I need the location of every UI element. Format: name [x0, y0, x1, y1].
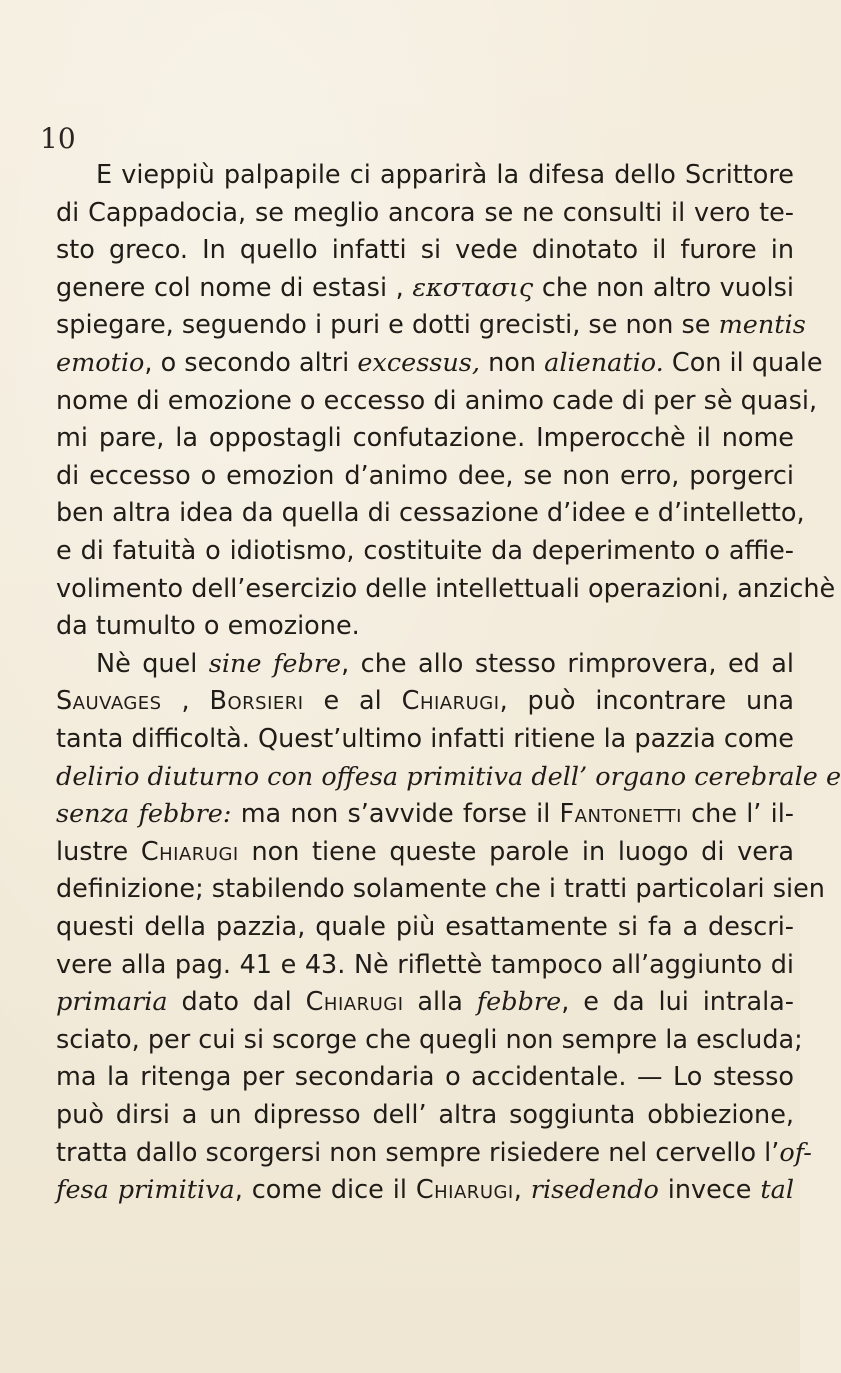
text-run: Con il quale	[663, 348, 823, 378]
text-line	[56, 384, 818, 418]
text-run: Borsieri	[209, 686, 304, 717]
text-line	[56, 760, 841, 794]
text-line	[56, 196, 794, 230]
text-run: febbre	[476, 987, 562, 1018]
text-run: invece	[658, 1175, 761, 1206]
text-line	[56, 459, 794, 493]
text-run: sto greco. In quello infatti si vede dinotato il furore in	[56, 235, 794, 266]
text-run: e di fatuità o idiotismo, costituite da deperimento o affie-	[56, 536, 794, 566]
text-run: εκστασις	[412, 272, 534, 303]
text-run: di eccesso o emozion d’animo dee, se non erro, porgerci	[56, 460, 794, 491]
text-line	[56, 1098, 794, 1132]
text-run: Chiarugi	[415, 1175, 514, 1206]
text-run: ma non s’avvide forse il	[231, 799, 560, 830]
text-run: excessus,	[357, 348, 480, 378]
text-run: Nè quel	[96, 648, 209, 679]
text-run: nome di emozione o eccesso di animo cade di per sè quasi,	[56, 385, 818, 416]
text-line	[56, 1136, 812, 1170]
text-run: ,	[161, 686, 210, 717]
text-run: genere col nome di estasi ,	[56, 272, 413, 303]
text-line	[96, 158, 794, 192]
text-line	[56, 684, 794, 718]
text-run: vere alla pag. 41 e 43. Nè riflettè tampoco all’aggiunto di	[56, 949, 794, 980]
page-number: 10	[40, 122, 76, 155]
text-run: alienatio.	[544, 348, 664, 378]
text-line	[56, 572, 836, 606]
text-run: , e da lui intrala-	[561, 987, 794, 1018]
text-run: non tiene queste parole in luogo di vera	[238, 836, 794, 867]
text-run: definizione; stabilendo solamente che i tratti particolari sien	[56, 874, 825, 905]
text-run: mi pare, la oppostagli confutazione. Imperocchè il nome	[56, 423, 794, 454]
text-run: e al	[303, 686, 402, 717]
text-run: delirio diuturno con offesa primitiva dell’ organo cerebrale e	[56, 761, 841, 792]
text-run: di Cappadocia, se meglio ancora se ne consulti il vero te-	[56, 197, 794, 228]
text-run: of-	[779, 1137, 812, 1168]
text-line	[56, 496, 805, 530]
text-run: emotio	[56, 348, 145, 378]
text-run: volimento dell’esercizio delle intellettuali operazioni, anzichè	[56, 573, 836, 604]
text-line	[56, 797, 794, 831]
text-run: ma la ritenga per secondaria o accidentale. — Lo stesso	[56, 1062, 794, 1093]
text-run: non	[479, 348, 545, 378]
text-line	[56, 421, 794, 455]
text-line	[96, 647, 794, 681]
text-run: senza febbre:	[56, 799, 232, 830]
text-line	[56, 1173, 794, 1207]
text-run: tratta dallo scorgersi non sempre risiedere nel cervello l’	[56, 1137, 780, 1168]
text-run: Chiarugi	[305, 987, 404, 1018]
text-run: , come dice il	[234, 1175, 416, 1206]
text-run: fesa primitiva	[56, 1175, 235, 1206]
text-run: tanta difficoltà. Quest’ultimo infatti ritiene la pazzia come	[56, 724, 794, 754]
text-run: , può incontrare una	[499, 686, 794, 717]
text-line	[56, 271, 794, 305]
text-run: ,	[513, 1175, 531, 1206]
text-run: che non altro vuolsi	[533, 272, 794, 303]
text-run: da tumulto o emozione.	[56, 611, 360, 642]
text-line	[56, 722, 794, 756]
text-run: questi della pazzia, quale più esattamente si fa a descri-	[56, 912, 794, 942]
text-run: mentis	[718, 310, 806, 341]
text-run: che l’ il-	[681, 799, 794, 830]
text-line	[56, 985, 794, 1019]
text-run: sciato, per cui si scorge che quegli non sempre la escluda;	[56, 1024, 803, 1055]
text-run: lustre	[56, 836, 141, 867]
text-line	[56, 1023, 803, 1057]
text-run: spiegare, seguendo i puri e dotti grecisti, se non se	[56, 310, 719, 341]
text-line	[56, 835, 794, 869]
text-run: E vieppiù palpapile ci apparirà la difesa dello Scrittore	[96, 160, 794, 190]
text-run: Fantonetti	[559, 799, 682, 830]
text-line	[56, 910, 794, 944]
text-line	[56, 233, 794, 267]
text-line	[56, 346, 823, 380]
text-run: , che allo stesso rimprovera, ed al	[341, 648, 794, 679]
text-run: alla	[403, 987, 477, 1018]
text-line	[56, 872, 825, 906]
text-line	[56, 308, 806, 342]
text-run: primaria	[56, 987, 168, 1018]
text-run: Sauvages	[56, 686, 162, 717]
text-run: sine febre	[208, 648, 342, 679]
text-line	[56, 609, 794, 643]
text-run: dato dal	[167, 987, 306, 1018]
text-run: , o secondo altri	[144, 348, 358, 378]
text-line	[56, 1060, 794, 1094]
text-run: risedendo	[530, 1175, 659, 1206]
text-run: tal	[760, 1175, 795, 1206]
text-line	[56, 948, 794, 982]
text-run: Chiarugi	[140, 836, 239, 867]
text-run: ben altra idea da quella di cessazione d’idee e d’intelletto,	[56, 498, 805, 529]
text-line	[56, 534, 794, 568]
text-run: Chiarugi	[401, 686, 500, 717]
text-run: può dirsi a un dipresso dell’ altra soggiunta obbiezione,	[56, 1100, 794, 1130]
